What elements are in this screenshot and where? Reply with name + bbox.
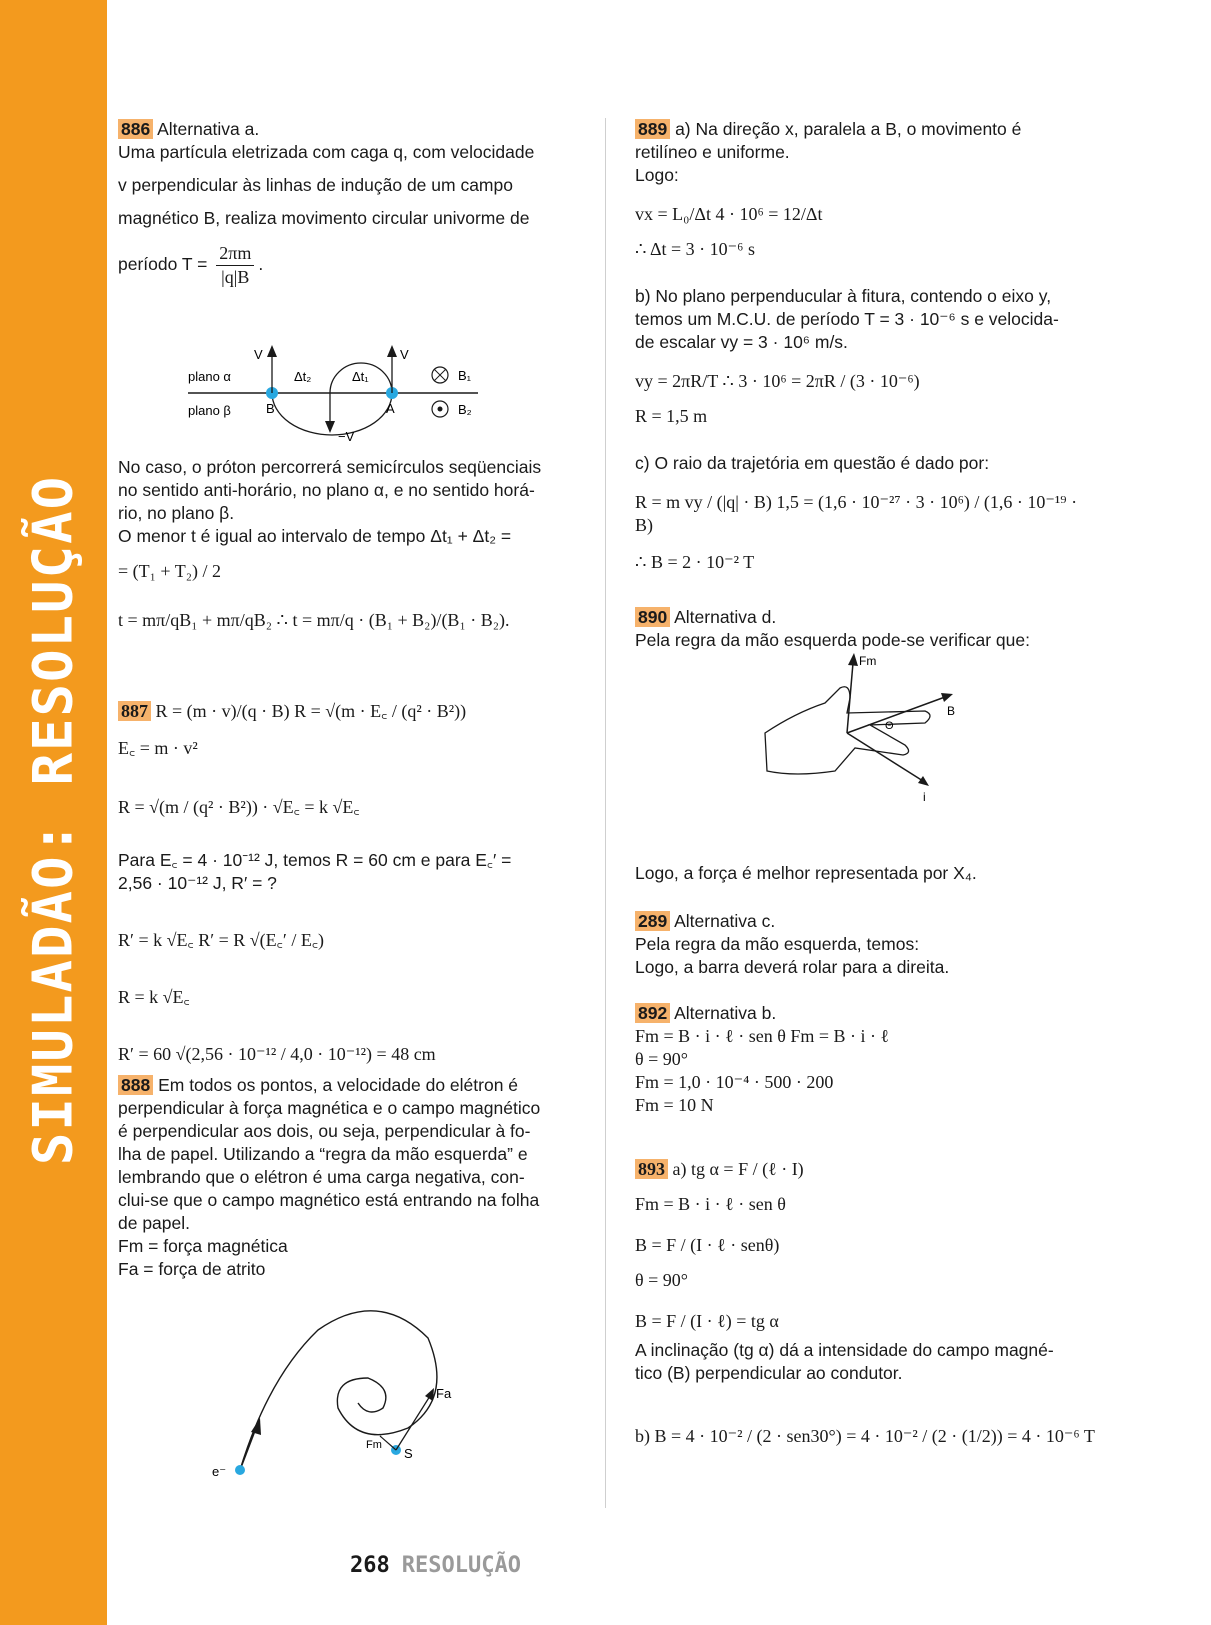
equation: B = F / (I · ℓ) = tg α	[635, 1311, 779, 1331]
text-line: A inclinação (tg α) dá a intensidade do campo magné-	[635, 1340, 1054, 1360]
text-line: c) O raio da trajetória em questão é dado por:	[635, 453, 990, 473]
period-formula: período T = $\frac{2\pi m}{|q|B}$ .	[118, 243, 264, 287]
text-line: Pela regra da mão esquerda pode-se verificar que:	[635, 630, 1030, 650]
sidebar	[0, 0, 107, 1625]
page-number: 268	[350, 1553, 390, 1578]
current-label: i	[923, 790, 926, 803]
equation: θ = 90°	[635, 1049, 688, 1069]
text-line: 2,56 · 10⁻¹² J, R′ = ?	[118, 873, 277, 893]
text-line: tico (B) perpendicular ao condutor.	[635, 1363, 903, 1383]
question-number: 889	[635, 119, 670, 139]
equation: θ = 90°	[635, 1270, 688, 1290]
text-line: de escalar vy = 3 · 10⁶ m/s.	[635, 332, 848, 352]
question-892	[635, 1002, 1095, 1117]
field-b2-label: B₂	[458, 402, 472, 417]
equation: B = F / (I · ℓ · senθ)	[635, 1235, 780, 1255]
text-line: Uma partícula eletrizada com caga q, com velocidade	[118, 142, 535, 162]
equation: vx = L₀/Δt 4 · 10⁶ = 12/Δt	[635, 204, 823, 224]
denominator: |q|B	[221, 267, 250, 287]
text-line: clui-se que o campo magnético está entrando na folha	[118, 1190, 540, 1210]
question-889	[635, 118, 1095, 574]
sidebar-title: SIMULADÃO: RESOLUÇÃO	[21, 474, 85, 1166]
force-label: Fm	[859, 654, 877, 668]
text-line: Pela regra da mão esquerda, temos:	[635, 934, 920, 954]
minus-velocity-label: −V	[338, 429, 355, 443]
text-line: no sentido anti-horário, no plano α, e no sentido horá-	[118, 480, 535, 500]
point-b-label: B	[266, 401, 275, 416]
text-line: a) Na direção x, paralela a B, o movimento é	[675, 119, 1022, 139]
answer-alternative: Alternativa b.	[674, 1003, 777, 1023]
fraction	[216, 242, 254, 289]
text-line: rio, no plano β.	[118, 503, 235, 523]
footer-section: RESOLUÇÃO	[401, 1553, 521, 1578]
equation: vy = 2πR/T ∴ 3 · 10⁶ = 2πR / (3 · 10⁻⁶)	[635, 371, 920, 391]
text-line: lembrando que o elétron é uma carga negativa, con-	[118, 1167, 525, 1187]
text-line: magnético B, realiza movimento circular univorme de	[118, 208, 530, 228]
question-893	[635, 1158, 1095, 1448]
text-line: Em todos os pontos, a velocidade do elétron é	[158, 1075, 519, 1095]
electron-marker	[235, 1465, 245, 1475]
question-number: 892	[635, 1003, 670, 1023]
equation: R = m vy / (|q| · B) 1,5 = (1,6 · 10⁻²⁷ · 3 · 10⁶) / (1,6 · 10⁻¹⁹ · B)	[635, 492, 1078, 535]
question-887	[118, 700, 578, 1066]
question-number: 289	[635, 911, 670, 931]
field-b1-label: B₁	[458, 368, 472, 383]
text-line: de papel.	[118, 1213, 191, 1233]
field-label: B	[947, 704, 956, 718]
friction-force-label: Fa	[436, 1386, 452, 1401]
question-number: 887	[118, 701, 151, 721]
equation: R′ = k √E꜀ R′ = R √(E꜀′ / E꜀)	[118, 930, 325, 950]
text-line: v perpendicular às linhas de indução de um campo	[118, 175, 513, 195]
question-289	[635, 910, 1095, 979]
question-888	[118, 1074, 578, 1281]
text-line: Fm = força magnética	[118, 1236, 288, 1256]
question-886-continued	[118, 456, 578, 632]
equation: ∴ B = 2 · 10⁻² T	[635, 552, 755, 572]
equation: R = 1,5 m	[635, 406, 708, 426]
text-line: temos um M.C.U. de período T = 3 · 10⁻⁶ s e velocida-	[635, 309, 1059, 329]
question-886	[118, 118, 578, 289]
semicircle-diagram	[188, 343, 578, 443]
delta-t2-label: Δt₂	[294, 369, 312, 384]
answer-alternative: Alternativa c.	[674, 911, 776, 931]
text-line: período T =	[118, 254, 208, 275]
equation: R = k √E꜀	[118, 987, 190, 1007]
question-number: 888	[118, 1075, 153, 1095]
text-line: lha de papel. Utilizando a “regra da mão esquerda” e	[118, 1144, 528, 1164]
velocity-label-left: V	[254, 347, 263, 362]
equation: a) tg α = F / (ℓ · I)	[672, 1159, 804, 1179]
answer-alternative: Alternativa d.	[674, 607, 777, 627]
text-line: retilíneo e uniforme.	[635, 142, 790, 162]
plane-alpha-label: plano α	[188, 369, 231, 384]
equation: b) B = 4 · 10⁻² / (2 · sen30°) = 4 · 10⁻² / (2 · (1/2)) = 4 · 10⁻⁶ T	[635, 1426, 1095, 1446]
text-line: O menor t é igual ao intervalo de tempo Δt₁ + Δt₂ =	[118, 526, 512, 546]
equation: R = (m · v)/(q · B) R = √(m · E꜀ / (q² · B²))	[155, 701, 467, 721]
text-line: Para E꜀ = 4 · 10⁻¹² J, temos R = 60 cm e para E꜀′ =	[118, 850, 512, 870]
question-number: 890	[635, 607, 670, 627]
question-number: 893	[635, 1159, 668, 1179]
text-line: Fa = força de atrito	[118, 1259, 266, 1279]
text-line: Logo, a força é melhor representada por X₄.	[635, 863, 977, 883]
question-890-conclusion	[635, 862, 1095, 885]
column-divider	[605, 118, 606, 1508]
electron-label: e⁻	[212, 1464, 227, 1479]
page-footer	[350, 1553, 521, 1578]
spiral-diagram	[208, 1298, 488, 1488]
numerator: 2πm	[216, 242, 254, 266]
text-line: Logo, a barra deverá rolar para a direita.	[635, 957, 950, 977]
theta-label: Θ	[885, 720, 894, 732]
point-a-label: A	[386, 401, 395, 416]
equation: t = mπ/qB₁ + mπ/qB₂ ∴ t = mπ/q · (B₁ + B₂)/(B₁ · B₂).	[118, 610, 510, 630]
text-line: No caso, o próton percorrerá semicírculos seqüenciais	[118, 457, 542, 477]
magnetic-force-label: Fm	[366, 1439, 382, 1451]
equation: Fm = B · i · ℓ · sen θ Fm = B · i · ℓ	[635, 1026, 890, 1046]
equation: R′ = 60 √(2,56 · 10⁻¹² / 4,0 · 10⁻¹²) = 48 cm	[118, 1044, 436, 1064]
answer-alternative: Alternativa a.	[157, 119, 260, 139]
point-s-label: S	[404, 1446, 413, 1461]
question-number: 886	[118, 119, 153, 139]
question-890	[635, 606, 1095, 652]
delta-t1-label: Δt₁	[352, 369, 369, 384]
equation: R = √(m / (q² · B²)) · √E꜀ = k √E꜀	[118, 797, 360, 817]
equation: Fm = 10 N	[635, 1095, 714, 1115]
text-line: b) No plano perpenducular à fitura, contendo o eixo y,	[635, 286, 1052, 306]
left-hand-rule-diagram	[755, 653, 985, 803]
equation: Fm = 1,0 · 10⁻⁴ · 500 · 200	[635, 1072, 834, 1092]
velocity-label-right: V	[400, 347, 409, 362]
equation: ∴ Δt = 3 · 10⁻⁶ s	[635, 239, 755, 259]
equation: E꜀ = m · v²	[118, 738, 198, 758]
equation: = (T₁ + T₂) / 2	[118, 561, 222, 581]
equation: Fm = B · i · ℓ · sen θ	[635, 1194, 786, 1214]
text-line: Logo:	[635, 165, 679, 185]
text-line: é perpendicular aos dois, ou seja, perpendicular à fo-	[118, 1121, 531, 1141]
text-line: perpendicular à força magnética e o campo magnético	[118, 1098, 541, 1118]
plane-beta-label: plano β	[188, 403, 231, 418]
